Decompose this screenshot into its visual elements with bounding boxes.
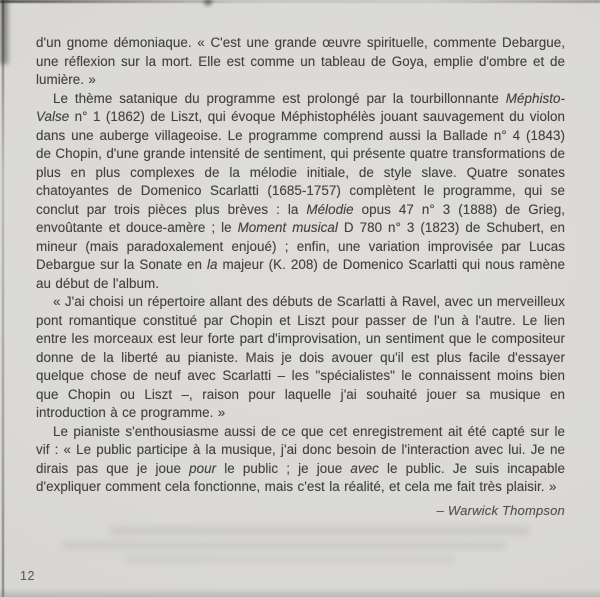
bleed-through-text-line (62, 541, 507, 550)
work-title-italic: Moment musical (237, 220, 338, 235)
scan-top-smudge (199, 0, 217, 11)
paragraph-quote-repertoire (36, 293, 565, 423)
paragraph-text: opus 47 n° 3 (1888) de Grieg, envoûtante et douce-amère ; le (36, 201, 565, 235)
scan-left-edge-line (2, 0, 4, 597)
scan-bottom-shadow (0, 588, 600, 597)
bleed-through-text-line (125, 555, 455, 563)
emphasis-italic: pour (189, 460, 217, 476)
author-signature: – Warwick Thompson (436, 502, 565, 518)
paragraph-text: le public. Je suis incapable d'expliquer comment cela fonctionne, mais c'est la réalité, et cela me fait très plaisir. » (36, 460, 565, 494)
scan-top-edge-shadow (0, 0, 600, 3)
page-number: 12 (20, 569, 35, 583)
key-name-italic: la (206, 257, 218, 272)
paragraph-text: majeur (K. 208) de Domenico Scarlatti qui nous ramène au début de l'album. (36, 257, 565, 291)
work-title-italic: Mélodie (306, 201, 354, 217)
paragraph-text: Le thème satanique du programme est prolongé par la tourbillonnante (53, 90, 506, 106)
paragraph-continuation (36, 34, 565, 90)
paragraph-text: D 780 n° 3 (1823) de Schubert, en mineur (mais paradoxalement enjoué) ; enfin, une variation improvisée par Lucas Debargue sur la Sonate en (36, 220, 565, 272)
article-text-column (36, 34, 565, 520)
paragraph-quote-live (36, 423, 565, 497)
paragraph-program (36, 90, 565, 294)
paragraph-text: d'un gnome démoniaque. « C'est une grande œuvre spirituelle, commente Debargue, une réflexion sur la mort. Elle est comme un tableau de Goya, emplie d'ombre et de lumière. » (36, 35, 565, 87)
paragraph-text: Le pianiste s'enthousiasme aussi de ce que cet enregistrement ait été capté sur le vif : « Le public participe à la musique, j'ai donc besoin de l'interaction avec lui. Je ne dirais pas que je joue (36, 423, 565, 476)
work-title-italic: Méphisto-Valse (36, 90, 565, 124)
bleed-through-text-line (110, 526, 530, 535)
emphasis-italic: avec (350, 460, 379, 476)
paragraph-text: le public ; je joue (216, 460, 351, 476)
paragraph-text: « J'ai choisi un répertoire allant des débuts de Scarlatti à Ravel, avec un merveilleux pont romantique constitué par Chopin et Liszt pour passer de l'un à l'autre. Le lien entre les morceaux est leur forte part d'improvisation, un sentiment que le compositeur donne de la liberté au pianiste. Mais je dois avouer qu'il est plus facile d'essayer quelque chose de neuf avec Scarlatti – les "spécialistes" le connaissent moins bien que Chopin ou Liszt –, raison pour laquelle j'ai souhaité jouer sa musique en introduction à ce programme. » (36, 294, 565, 420)
scan-left-corner-shadow (0, 0, 8, 64)
paragraph-text: n° 1 (1862) de Liszt, qui évoque Méphistophélès jouant sauvagement du violon dans une auberge villageoise. Le programme comprend aussi la Ballade n° 4 (1843) de Chopin, d'une grande intensité de sentiment, qui présente quatre transformations de plus en plus complexes de la mélodie initiale, de style slave. Quatre sonates chatoyantes de Domenico Scarlatti (1685-1757) complètent le programme, qui se conclut par trois pièces plus brèves : la (36, 109, 565, 217)
